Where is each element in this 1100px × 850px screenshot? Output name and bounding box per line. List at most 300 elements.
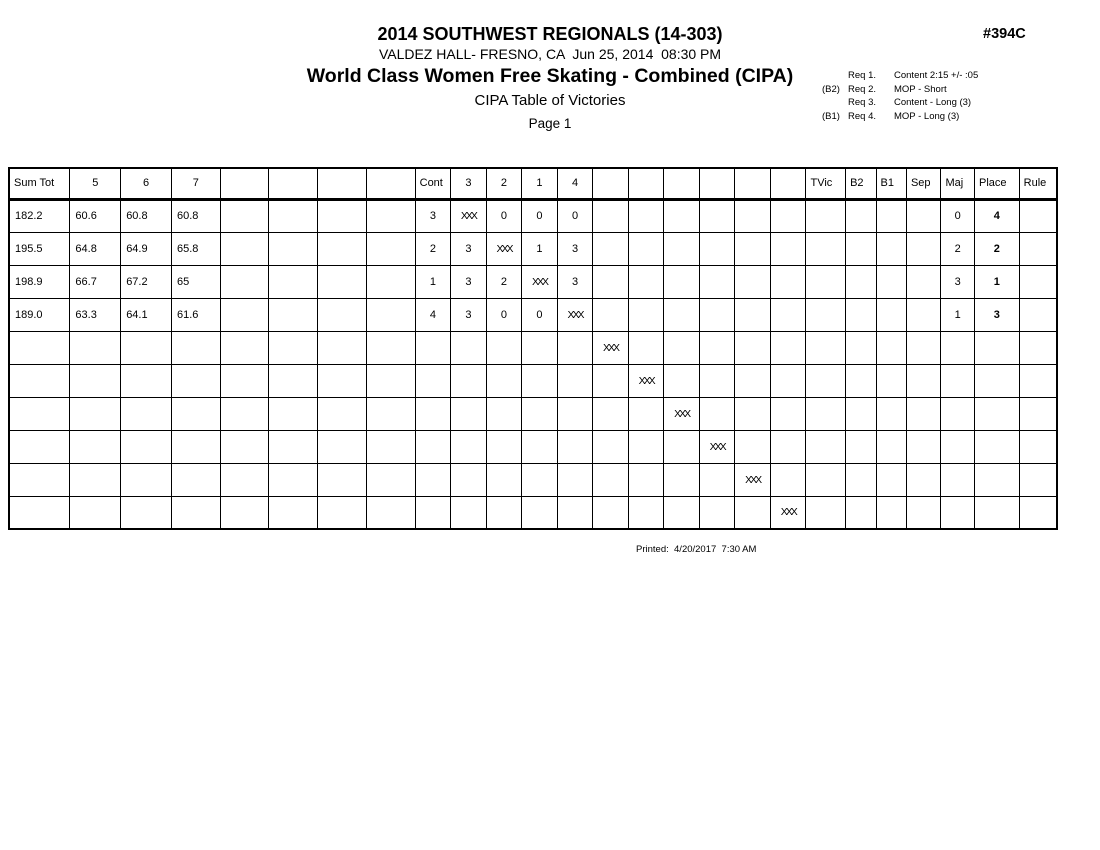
table-cell [846, 199, 876, 232]
table-cell [974, 496, 1019, 529]
table-cell: 67.2 [121, 265, 172, 298]
requirement-text: Content 2:15 +/- :05 [894, 70, 979, 81]
table-cell [415, 463, 451, 496]
table-row [9, 331, 1057, 364]
table-cell [318, 463, 367, 496]
table-cell [806, 199, 846, 232]
table-cell [269, 298, 318, 331]
table-cell [522, 364, 558, 397]
table-cell [9, 397, 70, 430]
table-cell [1019, 463, 1057, 496]
table-cell [121, 463, 172, 496]
table-cell [770, 397, 806, 430]
table-cell [269, 430, 318, 463]
venue-date-line: VALDEZ HALL- FRESNO, CA Jun 25, 2014 08:30 PM [378, 46, 722, 62]
table-cell [415, 430, 451, 463]
table-cell [557, 331, 593, 364]
table-cell: 189.0 [9, 298, 70, 331]
table-cell [941, 430, 975, 463]
table-cell: XXX [770, 496, 806, 529]
table-cell [806, 364, 846, 397]
table-cell [664, 463, 700, 496]
requirement-text: MOP - Long (3) [894, 110, 960, 122]
table-cell [121, 430, 172, 463]
table-cell: XXX [664, 397, 700, 430]
table-cell [906, 496, 941, 529]
table-cell [171, 364, 220, 397]
table-cell [9, 463, 70, 496]
table-cell [806, 298, 846, 331]
column-header [593, 168, 629, 199]
table-cell [1019, 397, 1057, 430]
table-cell [806, 331, 846, 364]
table-cell [735, 298, 771, 331]
table-cell [366, 364, 415, 397]
requirement-label: Req 4. [848, 110, 876, 122]
table-cell: 0 [522, 298, 558, 331]
header-row [9, 168, 1057, 199]
table-cell: 0 [522, 199, 558, 232]
table-cell [806, 265, 846, 298]
table-cell [121, 496, 172, 529]
table-cell [522, 331, 558, 364]
table-cell [628, 496, 664, 529]
table-cell [9, 331, 70, 364]
table-cell [171, 496, 220, 529]
table-cell [735, 199, 771, 232]
table-cell [269, 331, 318, 364]
table-cell [699, 265, 735, 298]
table-cell [664, 331, 700, 364]
table-cell [366, 397, 415, 430]
table-cell [846, 298, 876, 331]
table-cell [941, 364, 975, 397]
table-cell [486, 496, 522, 529]
column-header: Rule [1019, 168, 1057, 199]
table-of-victories [8, 167, 1058, 530]
table-cell [876, 397, 906, 430]
column-header: Sep [906, 168, 941, 199]
table-cell [699, 331, 735, 364]
column-header: 3 [451, 168, 487, 199]
table-cell [846, 265, 876, 298]
table-cell [770, 463, 806, 496]
table-cell [628, 298, 664, 331]
table-cell: 66.7 [70, 265, 121, 298]
requirement-label: Req 2. [848, 83, 876, 95]
table-cell: 1 [941, 298, 975, 331]
table-cell [876, 331, 906, 364]
table-cell [1019, 331, 1057, 364]
table-cell: XXX [593, 331, 629, 364]
table-cell: XXX [735, 463, 771, 496]
table-cell [941, 397, 975, 430]
table-cell [699, 463, 735, 496]
requirement-line [822, 110, 978, 124]
table-cell [70, 463, 121, 496]
column-header: Sum Tot [9, 168, 70, 199]
table-cell: 64.9 [121, 232, 172, 265]
table-cell [876, 232, 906, 265]
table-cell [593, 298, 629, 331]
table-cell [906, 298, 941, 331]
table-cell [9, 364, 70, 397]
column-header [735, 168, 771, 199]
column-header: Cont [415, 168, 451, 199]
requirement-prefix: (B2) [822, 83, 840, 95]
table-cell [593, 364, 629, 397]
table-cell [220, 463, 269, 496]
table-cell [876, 430, 906, 463]
table-cell [846, 397, 876, 430]
table-cell [1019, 430, 1057, 463]
table-cell: 4 [415, 298, 451, 331]
table-cell [906, 232, 941, 265]
table-cell [593, 232, 629, 265]
table-cell [366, 199, 415, 232]
column-header [366, 168, 415, 199]
table-cell [846, 430, 876, 463]
table-cell: 64.8 [70, 232, 121, 265]
table-cell [664, 430, 700, 463]
column-header [220, 168, 269, 199]
table-cell [366, 463, 415, 496]
table-cell [522, 496, 558, 529]
table-cell [1019, 199, 1057, 232]
table-cell [220, 397, 269, 430]
table-cell: 1 [974, 265, 1019, 298]
table-cell: 3 [451, 232, 487, 265]
table-cell [171, 397, 220, 430]
column-header: 1 [522, 168, 558, 199]
table-cell [735, 397, 771, 430]
table-cell [318, 199, 367, 232]
table-cell [415, 364, 451, 397]
requirements-block [822, 69, 978, 123]
table-cell: 0 [941, 199, 975, 232]
column-header: 2 [486, 168, 522, 199]
table-cell [220, 232, 269, 265]
table-cell [70, 397, 121, 430]
table-cell [557, 463, 593, 496]
page-number: Page 1 [528, 116, 572, 131]
column-header: TVic [806, 168, 846, 199]
table-cell: 3 [557, 232, 593, 265]
table-cell [876, 298, 906, 331]
table-cell [70, 430, 121, 463]
table-cell [876, 265, 906, 298]
table-cell [735, 331, 771, 364]
event-number: #394C [983, 26, 1026, 42]
table-cell [557, 397, 593, 430]
column-header [628, 168, 664, 199]
table-cell [770, 331, 806, 364]
table-cell [770, 298, 806, 331]
table-cell [451, 463, 487, 496]
table-cell [171, 430, 220, 463]
table-row [9, 463, 1057, 496]
table-cell [974, 364, 1019, 397]
table-cell [451, 331, 487, 364]
table-cell [318, 364, 367, 397]
table-cell [806, 397, 846, 430]
table-cell [876, 199, 906, 232]
table-cell: 60.8 [121, 199, 172, 232]
requirement-label: Req 1. [848, 70, 876, 81]
table-cell [593, 199, 629, 232]
table-cell [876, 364, 906, 397]
table-cell [593, 496, 629, 529]
table-cell [628, 265, 664, 298]
table-cell: 0 [486, 298, 522, 331]
table-cell [318, 496, 367, 529]
table-cell [699, 232, 735, 265]
table-cell [699, 397, 735, 430]
table-cell [318, 298, 367, 331]
report-subtitle: CIPA Table of Victories [474, 92, 626, 109]
table-cell [220, 265, 269, 298]
table-cell [906, 463, 941, 496]
table-cell [415, 331, 451, 364]
table-cell: 3 [941, 265, 975, 298]
requirement-line [822, 83, 978, 97]
table-cell [628, 463, 664, 496]
table-cell: 1 [522, 232, 558, 265]
table-cell [699, 364, 735, 397]
table-cell: 182.2 [9, 199, 70, 232]
table-cell [70, 496, 121, 529]
table-cell [220, 364, 269, 397]
table-cell [974, 463, 1019, 496]
table-cell [906, 364, 941, 397]
table-cell [699, 298, 735, 331]
table-cell [846, 463, 876, 496]
table-cell [664, 364, 700, 397]
requirement-line [822, 96, 978, 110]
table-cell [1019, 364, 1057, 397]
table-cell: 2 [415, 232, 451, 265]
table-cell [121, 331, 172, 364]
column-header: 7 [171, 168, 220, 199]
competition-title: 2014 SOUTHWEST REGIONALS (14-303) [377, 24, 723, 44]
table-cell [318, 265, 367, 298]
table-cell: 61.6 [171, 298, 220, 331]
table-cell [906, 199, 941, 232]
table-cell: 64.1 [121, 298, 172, 331]
table-cell: XXX [699, 430, 735, 463]
table-cell [486, 430, 522, 463]
table-cell [664, 199, 700, 232]
table-cell: 3 [557, 265, 593, 298]
table-cell [974, 430, 1019, 463]
table-cell [699, 199, 735, 232]
table-cell [770, 364, 806, 397]
requirement-prefix [822, 69, 846, 83]
table-cell: 63.3 [70, 298, 121, 331]
table-cell [1019, 265, 1057, 298]
table-cell [876, 463, 906, 496]
table-cell: 0 [557, 199, 593, 232]
table-cell [735, 232, 771, 265]
table-cell [941, 463, 975, 496]
table-cell [220, 496, 269, 529]
table-cell [770, 232, 806, 265]
table-cell [906, 331, 941, 364]
table-cell [451, 496, 487, 529]
table-cell [318, 232, 367, 265]
table-cell [664, 496, 700, 529]
column-header [318, 168, 367, 199]
table-cell [269, 265, 318, 298]
table-row [9, 496, 1057, 529]
requirement-label: Req 3. [848, 97, 876, 108]
table-cell [557, 364, 593, 397]
table-cell [806, 430, 846, 463]
table-cell [593, 430, 629, 463]
table-cell [735, 430, 771, 463]
table-cell [806, 232, 846, 265]
table-cell [806, 463, 846, 496]
table-cell [1019, 232, 1057, 265]
table-cell [486, 463, 522, 496]
table-cell: 2 [486, 265, 522, 298]
table-cell: 2 [974, 232, 1019, 265]
table-cell [121, 397, 172, 430]
table-cell [735, 265, 771, 298]
table-cell [522, 397, 558, 430]
table-cell [664, 232, 700, 265]
table-cell [806, 496, 846, 529]
table-cell [846, 496, 876, 529]
table-cell [269, 397, 318, 430]
table-cell [220, 199, 269, 232]
table-cell: 60.8 [171, 199, 220, 232]
column-header [770, 168, 806, 199]
table-cell [522, 463, 558, 496]
table-cell [593, 463, 629, 496]
table-cell [735, 364, 771, 397]
column-header [664, 168, 700, 199]
table-cell [70, 331, 121, 364]
table-cell: 65 [171, 265, 220, 298]
table-cell [486, 397, 522, 430]
table-cell: 2 [941, 232, 975, 265]
column-header: 5 [70, 168, 121, 199]
table-cell [876, 496, 906, 529]
table-cell: 3 [974, 298, 1019, 331]
column-header: Maj [941, 168, 975, 199]
table-cell [522, 430, 558, 463]
table-cell [735, 496, 771, 529]
table-cell [366, 430, 415, 463]
table-cell: 4 [974, 199, 1019, 232]
column-header: B1 [876, 168, 906, 199]
table-cell [70, 364, 121, 397]
table-cell [846, 232, 876, 265]
column-header: Place [974, 168, 1019, 199]
table-cell: 65.8 [171, 232, 220, 265]
requirement-line [822, 69, 978, 83]
table-cell [415, 496, 451, 529]
table-cell [318, 397, 367, 430]
event-title: World Class Women Free Skating - Combined (CIPA) [306, 65, 794, 87]
table-cell [451, 430, 487, 463]
table-cell: XXX [522, 265, 558, 298]
table-cell [846, 364, 876, 397]
table-cell [269, 496, 318, 529]
table-row [9, 199, 1057, 232]
table-cell [770, 199, 806, 232]
table-cell [366, 265, 415, 298]
table-cell [366, 496, 415, 529]
table-cell [941, 496, 975, 529]
table-cell [366, 232, 415, 265]
table-cell [628, 199, 664, 232]
column-header [269, 168, 318, 199]
table-cell [269, 364, 318, 397]
table-cell [171, 463, 220, 496]
table-cell [664, 298, 700, 331]
table-cell: XXX [486, 232, 522, 265]
table-cell [906, 265, 941, 298]
table-cell [220, 331, 269, 364]
requirement-prefix: (B1) [822, 110, 840, 122]
column-header [699, 168, 735, 199]
table-cell [1019, 496, 1057, 529]
table-cell [557, 430, 593, 463]
table-cell [9, 430, 70, 463]
table-cell [366, 331, 415, 364]
table-cell [366, 298, 415, 331]
column-header: B2 [846, 168, 876, 199]
table-cell: XXX [451, 199, 487, 232]
table-cell [906, 430, 941, 463]
column-header: 6 [121, 168, 172, 199]
table-cell [171, 331, 220, 364]
table-cell [486, 331, 522, 364]
table-cell [486, 364, 522, 397]
table-cell [941, 331, 975, 364]
table-cell [269, 199, 318, 232]
table-cell: 195.5 [9, 232, 70, 265]
table-cell [628, 397, 664, 430]
table-cell [699, 496, 735, 529]
table-row [9, 430, 1057, 463]
table-row [9, 265, 1057, 298]
table-cell [974, 331, 1019, 364]
table-cell [220, 430, 269, 463]
table-cell [269, 463, 318, 496]
requirement-prefix [822, 96, 846, 110]
table-cell [974, 397, 1019, 430]
table-cell: 3 [451, 265, 487, 298]
table-cell: XXX [628, 364, 664, 397]
table-cell [906, 397, 941, 430]
table-cell [269, 232, 318, 265]
column-header: 4 [557, 168, 593, 199]
table-cell [664, 265, 700, 298]
table-cell: 1 [415, 265, 451, 298]
table-cell [593, 265, 629, 298]
table-cell [628, 430, 664, 463]
table-cell [846, 331, 876, 364]
table-cell [628, 232, 664, 265]
printed-timestamp: Printed: 4/20/2017 7:30 AM [636, 544, 757, 555]
table-cell [9, 496, 70, 529]
table-cell: 198.9 [9, 265, 70, 298]
table-cell [220, 298, 269, 331]
table-cell [451, 397, 487, 430]
